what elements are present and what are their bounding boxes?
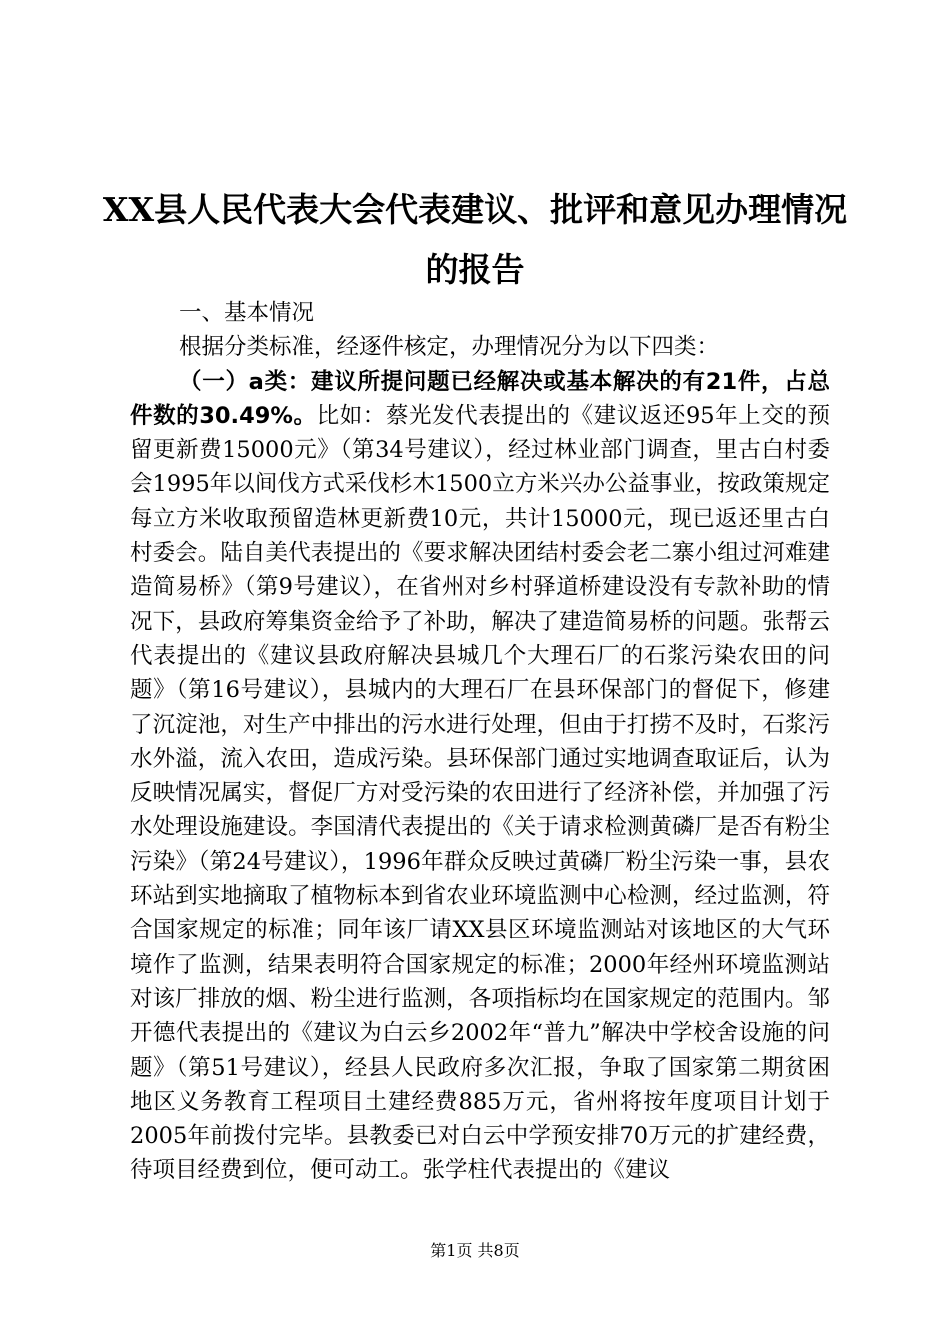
page-footer: 第1页 共8页 xyxy=(430,1241,520,1260)
intro-paragraph: 根据分类标准，经逐件核定，办理情况分为以下四类： xyxy=(179,334,720,361)
section-heading: 一、基本情况 xyxy=(179,300,315,326)
document-body xyxy=(130,296,830,1188)
category-a-body: 比如：蔡光发代表提出的《建议返还95年上交的预留更新费15000元》（第34号建议），经过林业部门调查，里古白村委会1995年以间伐方式采伐杉木1500立方米兴办公益事业，按政策规定每立方米收取预留造林更新费10元，共计15000元，现已返还里古白村委会。陆自美代表提出的《要求解决团结村委会老二寨小组过河难建造简易桥》（第9号建议），在省州对乡村驿道桥建设没有专款补助的情况下，县政府筹集资金给予了补助，解决了建造简易桥的问题。张帮云代表提出的《建议县政府解决县城几个大理石厂的石浆污染农田的问题》（第16号建议），县城内的大理石厂在县环保部门的督促下，修建了沉淀池，对生产中排出的污水进行处理，但由于打捞不及时，石浆污水外溢，流入农田，造成污染。县环保部门通过实地调查取证后，认为反映情况属实，督促厂方对受污染的农田进行了经济补偿，并加强了污水处理设施建设。李国清代表提出的《关于请求检测黄磷厂是否有粉尘污染》（第24号建议），1996年群众反映过黄磷厂粉尘污染一事，县农环站到实地摘取了植物标本到省农业环境监测中心检测，经过监测，符合国家规定的标准；同年该厂请XX县区环境监测站对该地区的大气环境作了监测，结果表明符合国家规定的标准；2000年经州环境监测站对该厂排放的烟、粉尘进行监测，各项指标均在国家规定的范围内。邹开德代表提出的《建议为白云乡2002年“普九”解决中学校舍设施的问题》（第51号建议），经县人民政府多次汇报，争取了国家第二期贫困地区义务教育工程项目土建经费885万元，省州将按年度项目计划于2005年前拨付完毕。县教委已对白云中学预安排70万元的扩建经费，待项目经费到位，便可动工。张学柱代表提出的《建议 xyxy=(130,402,831,1184)
document-title: XX县人民代表大会代表建议、批评和意见办理情况的报告 xyxy=(102,190,848,289)
category-a-paragraph xyxy=(130,365,830,1188)
category-a-lead: （一）a类：建议所提问题已经解决或基本解决的有21件，占总件数的30.49%。 xyxy=(130,368,830,429)
